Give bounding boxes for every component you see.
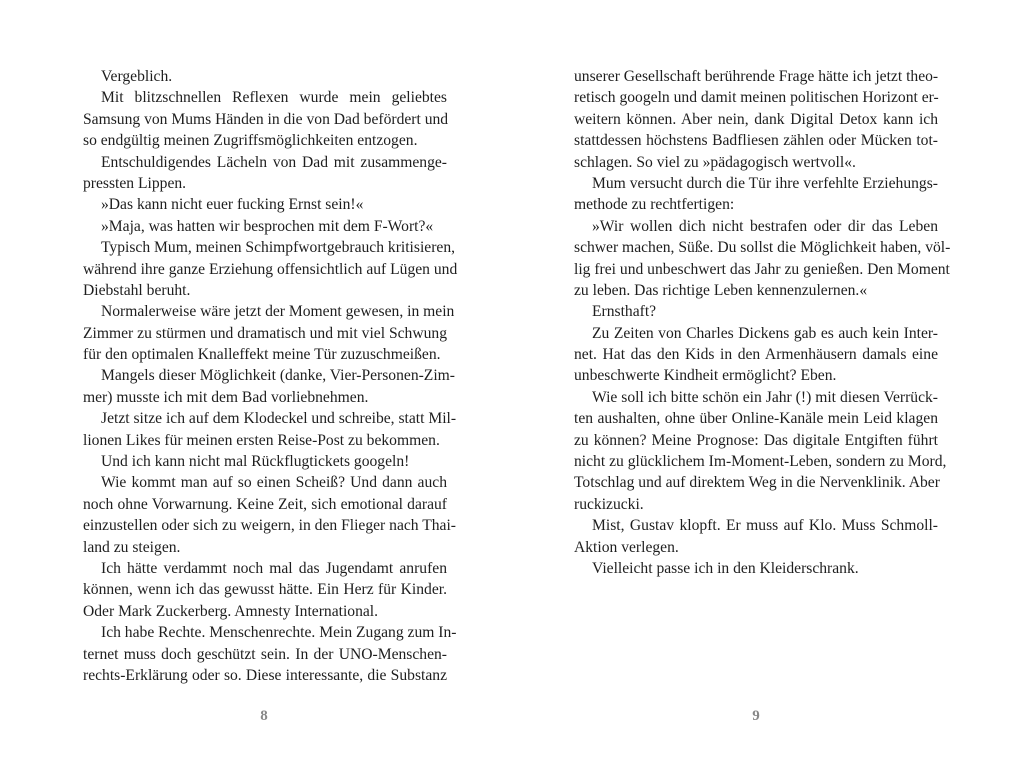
text-line: Wie soll ich bitte schön ein Jahr (!) mit diesen Verrück- <box>592 388 938 406</box>
text-line: nicht zu glücklichem Im-Moment-Leben, sondern zu Mord, <box>574 453 947 471</box>
text-line: unbeschwerte Kindheit ermöglicht? Eben. <box>574 367 837 385</box>
text-line: Mum versucht durch die Tür ihre verfehlte Erziehungs- <box>592 174 938 192</box>
text-line: Ich habe Rechte. Menschenrechte. Mein Zugang zum In- <box>101 624 457 642</box>
text-line: Wie kommt man auf so einen Scheiß? Und dann auch <box>101 474 447 492</box>
text-line: Diebstahl beruht. <box>83 281 191 299</box>
text-line: Mangels dieser Möglichkeit (danke, Vier-Personen-Zim- <box>101 367 455 385</box>
text-line: so endgültig meinen Zugriffsmöglichkeiten entzogen. <box>83 132 418 150</box>
text-line: Aktion verlegen. <box>574 538 679 556</box>
text-line: rechts-Erklärung oder so. Diese interessante, die Substanz <box>83 666 447 684</box>
text-line: einzustellen oder sich zu weigern, in den Flieger nach Thai- <box>83 517 456 535</box>
text-line: Zu Zeiten von Charles Dickens gab es auch kein Inter- <box>592 324 938 342</box>
text-line: Typisch Mum, meinen Schimpfwortgebrauch kritisieren, <box>101 239 456 257</box>
text-line: ternet muss doch geschützt sein. In der UNO-Menschen- <box>83 645 447 663</box>
text-line: Jetzt sitze ich auf dem Klodeckel und schreibe, statt Mil- <box>101 410 457 428</box>
text-line: Und ich kann nicht mal Rückflugtickets googeln! <box>101 453 410 471</box>
text-line: mer) musste ich mit dem Bad vorliebnehmen. <box>83 388 369 406</box>
text-line: lig frei und unbeschwert das Jahr zu genießen. Den Moment <box>574 260 950 278</box>
text-line: können, wenn ich das gewusst hätte. Ein Herz für Kinder. <box>83 581 447 599</box>
text-line: während ihre ganze Erziehung offensichtlich auf Lügen und <box>83 260 458 278</box>
text-line: »Wir wollen dich nicht bestrafen oder dir das Leben <box>592 217 938 235</box>
text-line: Totschlag und auf direktem Weg in die Nervenklinik. Aber <box>574 474 940 492</box>
text-line: Vielleicht passe ich in den Kleiderschrank. <box>592 559 859 577</box>
text-line: Samsung von Mums Händen in die von Dad befördert und <box>83 110 449 128</box>
text-line: »Maja, was hatten wir besprochen mit dem F-Wort?« <box>101 217 434 235</box>
text-line: stattdessen höchstens Badfliesen zählen oder Mücken tot- <box>574 132 938 150</box>
text-line: Oder Mark Zuckerberg. Amnesty International. <box>83 602 379 620</box>
text-line: Normalerweise wäre jetzt der Moment gewesen, in mein <box>101 303 455 321</box>
text-line: für den optimalen Knalleffekt meine Tür zuzuschmeißen. <box>83 346 441 364</box>
text-line: unserer Gesellschaft berührende Frage hätte ich jetzt theo- <box>574 68 939 85</box>
text-line: zu leben. Das richtige Leben kennenzulernen.« <box>574 281 868 299</box>
left-page-text <box>83 66 458 686</box>
text-line: methode zu rechtfertigen: <box>574 196 735 214</box>
page-number-right: 9 <box>752 708 760 724</box>
text-line: schwer machen, Süße. Du sollst die Möglichkeit haben, völ- <box>574 239 951 257</box>
text-line: noch ohne Vorwarnung. Keine Zeit, sich emotional darauf <box>83 495 447 513</box>
text-line: zu können? Meine Prognose: Das digitale Entgiften führt <box>574 431 938 449</box>
page-number-left: 8 <box>260 708 268 724</box>
text-line: Ich hätte verdammt noch mal das Jugendamt anrufen <box>101 559 447 577</box>
text-line: ruckizucki. <box>574 495 644 513</box>
text-line: pressten Lippen. <box>83 174 187 192</box>
text-line: land zu steigen. <box>83 538 181 556</box>
text-line: Vergeblich. <box>101 68 173 85</box>
text-line: »Das kann nicht euer fucking Ernst sein!« <box>101 196 364 214</box>
text-line: net. Hat das den Kids in den Armenhäusern damals eine <box>574 346 938 364</box>
right-page-text <box>574 66 951 579</box>
text-line: Zimmer zu stürmen und dramatisch und mit viel Schwung <box>83 324 447 342</box>
text-line: Entschuldigendes Lächeln von Dad mit zusammenge- <box>101 153 447 171</box>
text-line: Mit blitzschnellen Reflexen wurde mein geliebtes <box>101 89 447 107</box>
text-line: retisch googeln und damit meinen politischen Horizont er- <box>574 89 939 107</box>
text-line: Mist, Gustav klopft. Er muss auf Klo. Muss Schmoll- <box>592 517 938 535</box>
text-line: ten aushalten, ohne über Online-Kanäle mein Leid klagen <box>574 410 938 428</box>
text-line: lionen Likes für meinen ersten Reise-Post zu bekommen. <box>83 431 440 449</box>
text-line: Ernsthaft? <box>592 303 657 321</box>
text-line: weitern können. Aber nein, dank Digital Detox kann ich <box>574 110 938 128</box>
text-line: schlagen. So viel zu »pädagogisch wertvoll«. <box>574 153 856 171</box>
